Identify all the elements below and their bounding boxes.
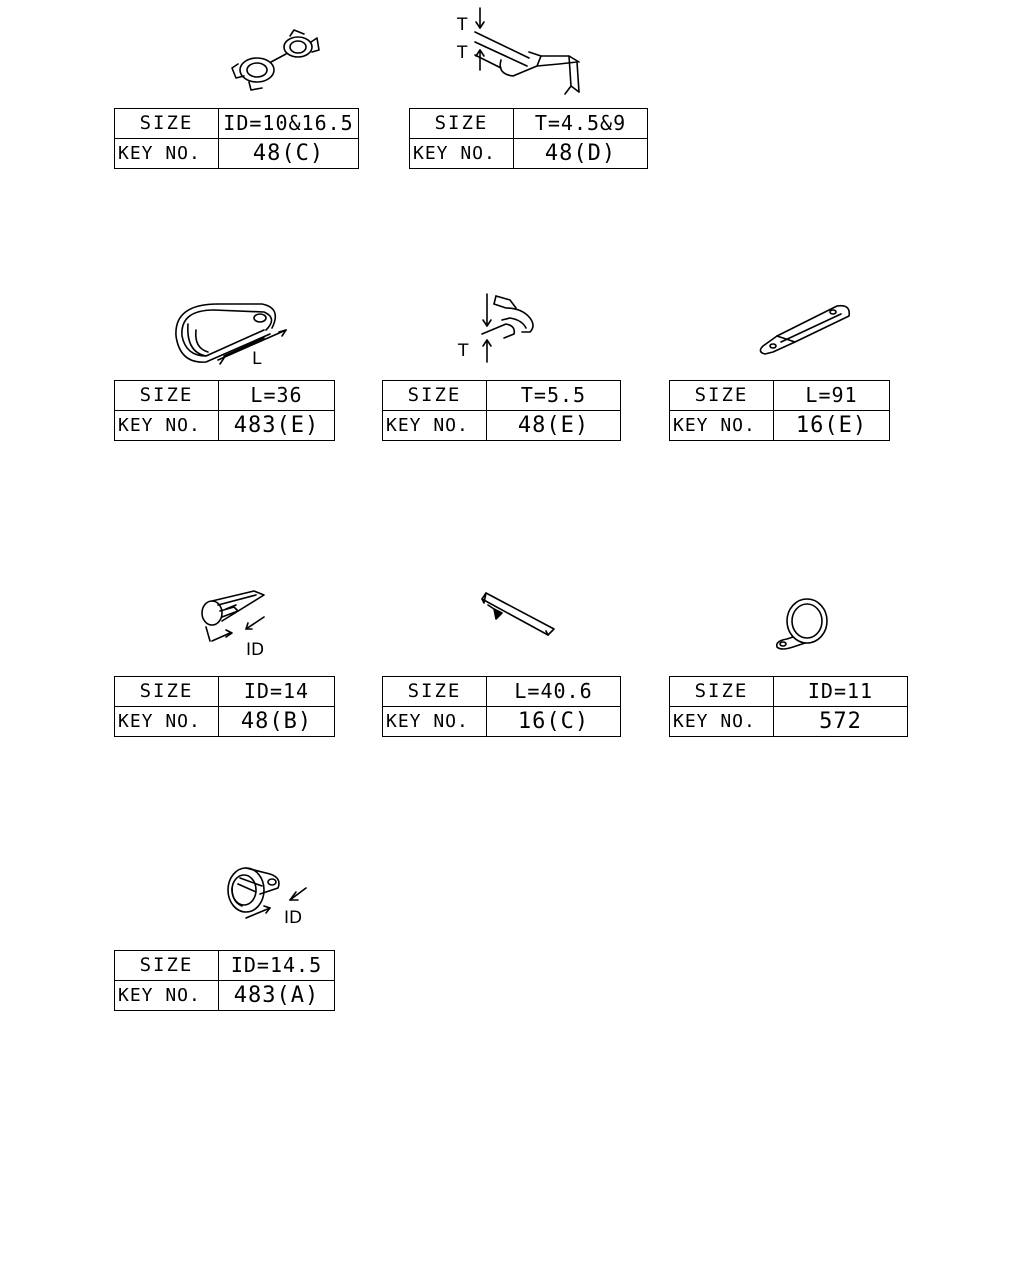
size-value: ID=14	[219, 677, 335, 707]
key-no-value: 48(E)	[487, 411, 621, 441]
key-no-label: KEY NO.	[383, 707, 487, 737]
size-value: L=36	[219, 381, 335, 411]
key-no-value: 48(B)	[219, 707, 335, 737]
key-no-value: 572	[774, 707, 908, 737]
bar-clip-icon	[382, 585, 632, 677]
part-48d	[409, 0, 659, 172]
spec-table	[669, 676, 908, 737]
key-no-label: KEY NO.	[115, 411, 219, 441]
part-16e	[669, 290, 909, 445]
strap-icon	[669, 290, 909, 380]
key-no-label: KEY NO.	[670, 411, 774, 441]
dim-label-t2: T	[457, 43, 468, 63]
wide-clamp-icon	[114, 290, 354, 380]
key-no-value: 16(C)	[487, 707, 621, 737]
size-value: ID=11	[774, 677, 908, 707]
cushion-clamp-icon	[114, 860, 354, 952]
tube-clip-icon	[114, 585, 354, 677]
size-label: SIZE	[115, 677, 219, 707]
spec-table	[382, 380, 621, 441]
spec-table	[409, 108, 648, 169]
part-483e	[114, 290, 354, 445]
size-value: T=5.5	[487, 381, 621, 411]
dim-label-t: T	[458, 341, 469, 361]
size-label: SIZE	[670, 677, 774, 707]
spec-table	[114, 380, 335, 441]
spec-table	[114, 950, 335, 1011]
key-no-value: 483(E)	[219, 411, 335, 441]
key-no-value: 483(A)	[219, 981, 335, 1011]
spec-table	[114, 108, 359, 169]
size-label: SIZE	[383, 677, 487, 707]
size-value: T=4.5&9	[514, 109, 648, 139]
part-16c	[382, 585, 632, 740]
bracket-clip-icon	[409, 0, 659, 110]
size-label: SIZE	[410, 109, 514, 139]
part-48c	[114, 0, 364, 172]
dim-label-t1: T	[457, 15, 468, 35]
double-clamp-icon	[114, 0, 364, 110]
key-no-value: 48(D)	[514, 139, 648, 169]
edge-clip-icon	[382, 290, 632, 380]
key-no-value: 16(E)	[774, 411, 890, 441]
key-no-label: KEY NO.	[670, 707, 774, 737]
dim-label-l: L	[252, 349, 262, 369]
size-label: SIZE	[383, 381, 487, 411]
part-572	[669, 585, 919, 740]
size-value: L=40.6	[487, 677, 621, 707]
dim-label-id: ID	[284, 908, 303, 928]
part-48e	[382, 290, 632, 445]
key-no-value: 48(C)	[219, 139, 359, 169]
size-value: ID=10&16.5	[219, 109, 359, 139]
size-value: L=91	[774, 381, 890, 411]
part-48b	[114, 585, 354, 740]
part-483a	[114, 860, 354, 1015]
key-no-label: KEY NO.	[115, 707, 219, 737]
key-no-label: KEY NO.	[115, 981, 219, 1011]
size-label: SIZE	[670, 381, 774, 411]
key-no-label: KEY NO.	[410, 139, 514, 169]
spec-table	[114, 676, 335, 737]
spec-table	[669, 380, 890, 441]
p-clamp-icon	[669, 585, 919, 677]
spec-table	[382, 676, 621, 737]
key-no-label: KEY NO.	[383, 411, 487, 441]
key-no-label: KEY NO.	[115, 139, 219, 169]
size-label: SIZE	[115, 381, 219, 411]
dim-label-id: ID	[246, 640, 265, 660]
size-label: SIZE	[115, 951, 219, 981]
size-label: SIZE	[115, 109, 219, 139]
size-value: ID=14.5	[219, 951, 335, 981]
